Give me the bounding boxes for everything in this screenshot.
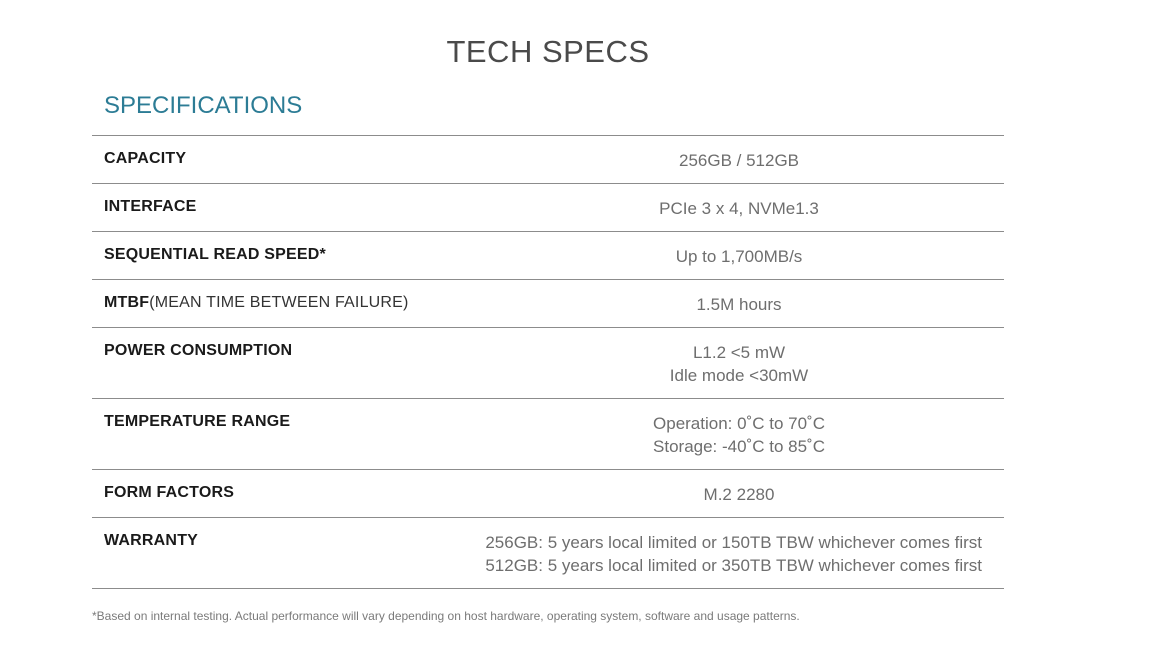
spec-value <box>482 232 1004 279</box>
spec-label-extra: (MEAN TIME BETWEEN FAILURE) <box>149 294 409 311</box>
spec-label: FORM FACTORS <box>104 484 235 501</box>
spec-value-line: M.2 2280 <box>703 485 775 504</box>
spec-row-form-factors <box>92 470 1004 518</box>
page-title: TECH SPECS <box>446 34 650 69</box>
spec-value <box>482 184 1004 231</box>
spec-label: CAPACITY <box>104 150 187 167</box>
spec-label: WARRANTY <box>104 532 199 549</box>
spec-row-sequential-read-speed <box>92 232 1004 280</box>
spec-value-line: 1.5M hours <box>696 295 782 314</box>
spec-table <box>92 135 1004 589</box>
footnote: *Based on internal testing. Actual performance will vary depending on host hardware, operating system, software and usage patterns. <box>92 609 800 623</box>
spec-value <box>482 399 1004 469</box>
spec-value-line: Up to 1,700MB/s <box>675 247 803 266</box>
spec-value <box>482 470 1004 517</box>
spec-value-line: L1.2 <5 mW <box>692 343 786 362</box>
section-heading: SPECIFICATIONS <box>104 92 303 119</box>
spec-row-temperature-range <box>92 399 1004 470</box>
spec-value-line: Operation: 0˚C to 70˚C <box>653 414 825 433</box>
spec-row-warranty <box>92 518 1004 589</box>
spec-value <box>482 280 1004 327</box>
spec-label: INTERFACE <box>104 198 197 215</box>
spec-value-line: 512GB: 5 years local limited or 350TB TBW whichever comes first <box>485 556 982 575</box>
spec-row-power-consumption <box>92 328 1004 399</box>
spec-row-interface <box>92 184 1004 232</box>
spec-row-mtbf <box>92 280 1004 328</box>
spec-label: MTBF(MEAN TIME BETWEEN FAILURE) <box>104 294 409 311</box>
spec-value <box>482 136 1004 183</box>
spec-value-line: PCIe 3 x 4, NVMe1.3 <box>659 199 819 218</box>
spec-value-line: 256GB / 512GB <box>678 151 800 170</box>
spec-value <box>482 518 1004 588</box>
spec-row-capacity <box>92 136 1004 184</box>
spec-value-line: 256GB: 5 years local limited or 150TB TBW whichever comes first <box>485 533 982 552</box>
spec-value-line: Storage: -40˚C to 85˚C <box>653 437 825 456</box>
spec-label: POWER CONSUMPTION <box>104 342 293 359</box>
spec-label: TEMPERATURE RANGE <box>104 413 291 430</box>
spec-value-line: Idle mode <30mW <box>669 366 809 385</box>
spec-value <box>482 328 1004 398</box>
spec-label: SEQUENTIAL READ SPEED* <box>104 246 326 263</box>
